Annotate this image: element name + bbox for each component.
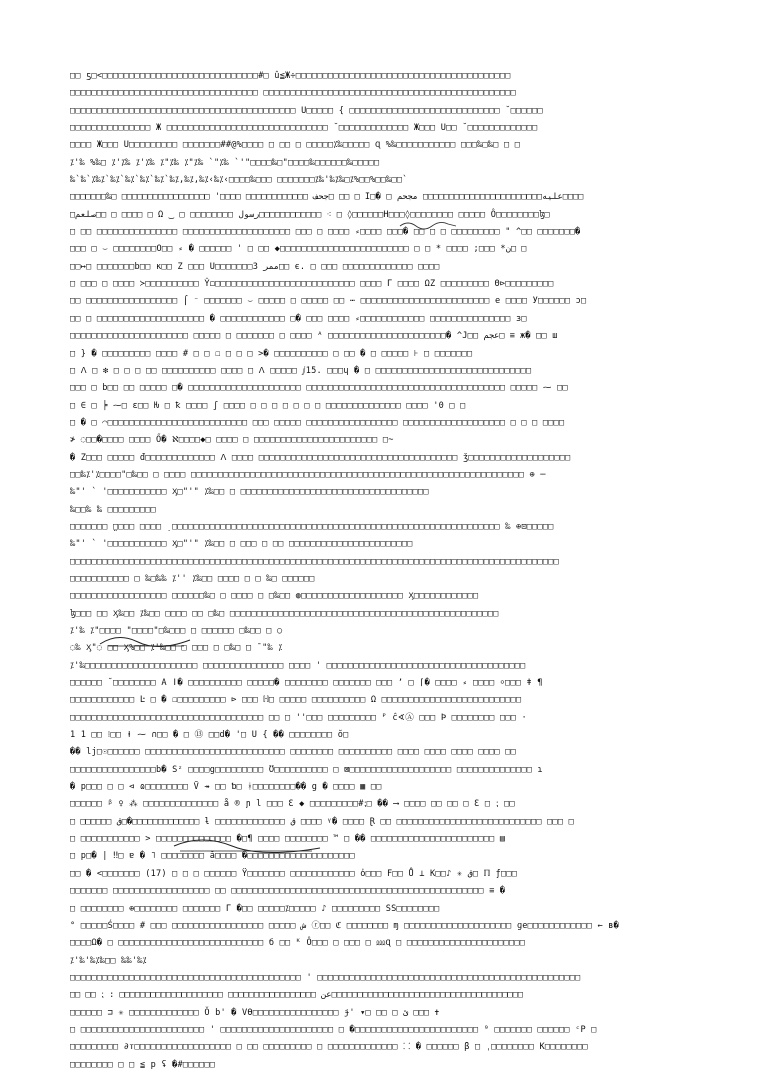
text-line: □□□□□□□□□ ∂ᴛ□□□□□□□□□□□□□□□□□□ □ □□ □□□□□□□□□ □ □□□□□□□□□□□□□ ⸬ � □□□□□□ β □ ˌ□□□□□□□□ K□□□□□□□□ <box>70 1042 588 1053</box>
text-line: □□□ □ ⌣ □□□□□□□□O□□ ⸗ � □□□□□□ ' □ □□ ◆□□□□□□□□□□□□□□□□□□□□□□□□ □ □ * □□□□ ;□□□ *ن□ □ <box>70 244 527 255</box>
text-line: 1 1 □□ ⁝□□ ⱡ ⁓ ∩□□ � □ ⑬ □□d� '□ U { �� □□□□□□□□ ŏ□ <box>70 730 349 741</box>
text-line: □ } � □□□□□□□□□ □□□□ # □ □ ☐ □ □ □ >� □□□□□□□□□□ □ □□ � □ □□□□□ ⊦ □ □□□□□□□ <box>70 348 473 359</box>
text-line: □□□ □ b□□ □□ □□□□□ □� □□□□□□□□□□□□□□□□□□□□□ □□□□□□□□□□□□□□□□□□□□□□□□□□□□□□□□□□□□□ □□□□□ ⁓ □□ <box>70 383 568 394</box>
calligraphy-ornament-icon <box>172 832 322 854</box>
text-line: ‰□□‰ ‰ □□□□□□□□□ <box>70 504 156 515</box>
text-block <box>70 68 700 1074</box>
text-line: □□ □□□□□□□□□□□□□□□□□ ⌠ ⁻ □□□□□□□ ⌣ □□□□□ □ □□□□□ □□ ⋯ □□□□□□□□□□□□□□□□□□□□□□□□ e □□□□ У□□□□□□ ɔ□ <box>70 296 587 307</box>
text-line: □□□□□□ ˘□□□□□□□□ A ǀ� □□□□□□□□□□ □□□□□� □□□□□□□□ □□□□□□□ □□□ ʼ □ ⌈� □□□□ ⸗ □□□□ ⸰□□□ ǂ ¶ <box>70 678 543 689</box>
text-line: � Z□□□ □□□□□ đ□□□□□□□□□□□□□ ⴷ □□□□ □□□□□□□□□□□□□□□□□□□□□□□□□□□□□□□□□□□□□ ǯ□□□□□□□□□□□□□□□□□□□ <box>70 452 571 463</box>
text-line: ɮ□□□ □□ Ӽ‰□□ ⁒‰□□ □□□□ □□ □‰□ □□□□□□□□□□□□□□□□□□□□□□□□□□□□□□□□□□□□□□□□□□□□□□□□□□ <box>70 608 499 619</box>
text-line: □ □□□ □ □□□□ ≻□□□□□□□□□□ Ŷ◻□□□□□□□□□□□□□□□□□□□□□□□□□□ □□□□ Γ □□□□ ΩZ □□□□□□□□□ Θ⊳□□□□□□□□□ <box>70 279 554 290</box>
text-line: � p□□□ □ □ ⊲ ɷ□□□□□□□□ Ṽ ↠ □□ ƅ□ ᚼ□□□□□□□□�� g � □□□□ ▦ □□ <box>70 782 382 793</box>
text-line: □□ � <□□□□□□□ (17) □ □ □ □□□□□□ Ÿ□□□□□□□ □□□□□□□□□□□□ ὀ□□□ F□□ Ů ⊥ K□□♪ ✳ ق□ ℿ ƒ□□□ <box>70 868 518 879</box>
text-line: ‰"' ` '□□□□□□□□□□□ Ӽ□"'" ⁒‰□□ □ □□□ □ □□ □□□□□□□□□□□□□□□□□□□□□□□ <box>70 539 413 550</box>
text-line: ⁒'‰□□□□□□□□□□□□□□□□□□□□□ □□□□□□□□□□□□□□□ □□□□ ' □□□□□□□□□□□□□□□□□□□□□□□□□□□□□□□□□□□□□ <box>70 660 526 671</box>
text-line: □□□□□□□□□□□□□□□□□□□□□□ □□□□□ □ □□□□□□□ □ □□□□ ᴬ □□□□□□□□□□□□□□□□□□□□□□� ^J□□ عجم□ ≡ ж� □□ ш <box>70 331 558 342</box>
text-line: □□□□□□□□□□□□□□□□□□□□□□□□□□□□□□□□□□□□□□□□□□ U□□□□□ { □□□□□□□□□□□□□□□□□□□□□□□□□□□□ ˘□□□□□□ <box>70 105 543 116</box>
text-line: □□□□Ω� □ □□□□□□□□□□□□□□□□□□□□□□□□□□□ б □□ ᴷ Ô□□□ □ □□□ □ ⅏Ɋ □ □□□□□□□□□□□□□□□□□□□□□□ <box>70 938 526 949</box>
text-line: □□□□□□□‰□ □□□□□□□□□□□□□□□□□ '□□□□ □□□□□□□□□□□□ جحف□ □□ □ I□� □ عليه□□□□□□□□□□□□□□□□□□□□□□□ مجحم□□□□ <box>70 192 584 203</box>
text-line: □ � □ ⌒□□□□□□□□□□□□□□□□□□□□□□□□□□ □□□ □□□□□ □□□□□□□□□□□□□□□□□ □□□□□□□□□□□□□□□□□□□ □ □ □ □□□□ <box>70 417 565 428</box>
text-line: □□□□□□□□□□□□□□□□□□□□□□□□□□□□□□□□□□□□□□□□□□□□□□□□□□□□□□□□□□□□□□□□□□□□□□□□□□□□□□□□□□□□□□□□□□□ <box>70 556 560 567</box>
text-line: ° □□□□□Ś□□□□ # □□□ □□□□□□□□□□□□□□□□□ □□□□□ ش ⓡ□□ ℭ □□□□□□□□ ɱ □□□□□□□□□□□□□□□□□□□□ ɡe□□□□□□□□□□□□ ← ʙ� <box>70 920 620 931</box>
text-line: □ □□□□□□□□□□□ > □□□□□□□□□□□□□□ �□¶ □□□□ □□□□□□□□ ™ □ �� □□□□□□□□□□□□□□□□□□□□□□□ ▤ <box>70 834 506 845</box>
text-line: □□□□□□□□□□□□□□□□□□□□□□□□□□□□□□□□□□□□ □□ □ ''□□□ □□□□□□□□□ ᴾ ĉ∢Ⓐ □□□ Þ □□□□□□□□ □□□ · <box>70 712 527 723</box>
text-line: □ ⴷ □ ❇ □ □ □ □□ □□□□□□□□□□ □□□□ □ ⴷ □□□□□ ⅉ15. □□□ɥ � □ □□□□□□□□□□□□□□□□□□□□□□□□□□□□□ <box>70 365 532 376</box>
text-line: ⁒'‰ %‰□ ⁒'⁒‰ ⁒'⁒‰ ⁒"⁒‰ ⁒"⁒‰ `"⁒‰ `'"□□□□‰□"□□□□‰□□□□□□‰□□□□□ <box>70 157 380 168</box>
text-line: ◌‰ Ӽ"◌ □□ Ӽ%□□ ⁒'‰□□ □ □□□ □ □‰□ □ ˉ"‰ ⁒ <box>70 643 283 654</box>
text-line: □□□□□□ ᵝ ♀ ⁂ □□□□□□□□□□□□□□ å ® ɲ l □□□ Ɛ ◆ □□□□□□□□□#⁏□ �� ⟶ □□□□ □□ □□ □ Ɛ □ ⁏ □□ <box>70 799 515 810</box>
text-line: □□□□□□□□□□□□□□□□□□□□□□□□□□□□□□□□□□□ □□□□□□□□□□□□□□□□□□□□□□□□□□□□□□□□□□□□□□□□□□□□□□□ <box>70 88 517 99</box>
text-line: ≯ ◌□□�□□□□ □□□□ Ő� ℵ□□□□◆□ □□□□ □ □□□□□□□□□□□□□□□□□□□□□□□ □~ <box>70 435 394 446</box>
text-line: □□ ƽ□<□□□□□□□□□□□□□□□□□□□□□□□□□□□□□#□ û≦Ж÷□□□□□□□□□□□□□□□□□□□□□□□□□□□□□□□□□□□□□□□□ <box>70 71 511 81</box>
text-line: □□□□□□□□□□□□□□□□□□ □□□□□□‰□ □ □□□□ □ □‰□□ ◍□□□□□□□□□□□□□□□□□□□ Ӽ□□□□□□□□□□□□ <box>70 591 479 602</box>
text-line: □□□□□□□□□□□□□□□□b� Sᶻ □□□□g□□□□□□□□□ Ʊ□□□□□□□□□□ □ ⊠□□□□□□□□□□□□□□□□□□□ □□□□□□□□□□□□□□ ɿ <box>70 764 543 775</box>
text-line: □ p□� | ‼□ ɐ � ˥ □□□□□□□□ ă□□□□ �□□□□□□□□□□□□□□□□□□□□ <box>70 851 355 862</box>
scribble-mark-icon <box>398 218 458 232</box>
text-line: □□□□□□□□□□□□□□□□□□□□□□□□□□□□□□□□□□□□□□□□□□□ ' □□□□□□□□□□□□□□□□□□□□□□□□□□□□□□□□□□□□□□□□□□□□□□□□□ <box>70 972 581 983</box>
text-line: □ ∈ □ ╞ ⁓□ ɛ□□ Ƕ □ ꝁ □□□□ ʃ □□□□ □ □ □ □ □ □ □ □□□□□□□□□□□□□□ □□□□ '0 □ □ <box>70 400 466 411</box>
text-line: □□ □□ ⁏ : □□□□□□□□□□□□□□□□□□□□ □□□□□□□□□□□□□□□□□ عن□□□□□□□□□□□□□□□□□□□□□□□□□□□□□□□□□□□□□ <box>70 990 524 1001</box>
text-line: □صلعم□□ □ □□□□ □ Ω ‿ □ □□□□□□□□ رسول□□□□□□□□□□□□ ⁖ □ ◊□□□□□□H□□□◊□□□□□□□□ □□□□□ Ô□□□□□□□□ɮ□ <box>70 209 550 220</box>
text-line: □□□□□□□□ □ □ ≦ p ʢ �#□□□□□□ <box>70 1059 216 1070</box>
text-line: □ □□□□□□ ق□�□□□□□□□□□□□□□ ƚ □□□□□□□□□□□□□ ق □□□□ ᵞ� □□□□ Ɽ □□ □□□□□□□□□□□□□□□□□□□□□□□□□□□ □□□ □ <box>70 816 574 827</box>
text-line: □□□□□□□ □□□□□□□□□□□□□□□□□□ □□ □□□□□□□□□□□□□□□□□□□□□□□□□□□□□□□□□□□□□□□□□□□□□□□ ≡ � <box>70 886 506 897</box>
text-line: □□□□□□□ ̤□□□□ □□□□ ̣ □□□□□□□□□□□□□□□□□□□□□□□□□□□□□□□□□□□□□□□□□□□□□□□□□□□□□□□□□□□□□ ‰ ⊕⊡□□□□□ <box>70 521 554 532</box>
text-line: □ □□□□□□□□ ⊕□□□□□□□□ □□□□□□□ Γ �□□ □□□□□⁒□□□□□ ♪ □□□□□□□□□ SS□□□□□□□□ <box>70 903 440 914</box>
text-line: �� lj□☉□□□□□□ □□□□□□□□□□□□□□□□□□□□□□□□□□ □□□□□□□□ □□□□□□□□□□ □□□□ □□□□ □□□□ □□□□ □□ <box>70 747 517 758</box>
text-line: □□□□ Ж□□□ U□□□□□□□□□ □□□□□□□##@%□□□□ □ □□ □ □□□□□⁒‰□□□□□ Ɋ %‰□□□□□□□□□□□ □□□‰□‰□ □ □ <box>70 140 521 151</box>
text-line: □ □□□□□□□□□□□□□□□□□□□□□□□ ' □□□□□□□□□□□□□□□□□□□□□ □ �□□□□□□□□□□□□□□□□□□□□□□□ ⁹ □□□□□□□ □□□□□□ ᶜP □ <box>70 1024 597 1035</box>
text-line: □□□□□□□□□□□□ Ŀ □ � ☐□□□□□□□□□ ⊳ □□□ ℍ□ □□□□□ □□□□□□□□□□ Ω □□□□□□□□□□□□□□□□□□□□□□□□□□ <box>70 695 522 706</box>
text-line: ‰"' ` '□□□□□□□□□□□ Ӽ□"'" ⁒‰□□ □ □□□□□□□□□□□□□□□□□□□□□□□□□□□□□□□□□□□ <box>70 487 429 498</box>
text-line: □□□□□□□□□□□ □ ‰□‰‰ ⁒'' ⁒‰□□ □□□□ □ □ ‰□ □□□□□□ <box>70 573 315 584</box>
text-line: □ □□ □□□□□□□□□□□□□□□ □□□□□□□□□□□□□□□□□□□□ □□□ □ □□□□ ⸗□□□□ □□□� □□ □ □ □□□□□□□□□ " ^□□ □□□□□□□� <box>70 227 581 238</box>
calligraphy-ornament-icon <box>98 628 193 650</box>
text-line: ‰`‰`⁒‰⁒`‰⁒`‰⁒`‰⁒`‰⁒`‰⁒,‰⁒,‰⁒‹‰⁒‹□□□□‰□□□ □□□□□□□⁒‰'‰⁒‰□⁒%□□%□□‰□□` <box>70 175 408 186</box>
text-line: □□↦□ □□□□□□□b□□ κ□□ Z □□□ U□□□□□□□3 ممر□□ є. □ □□□ □□□□□□□□□□□□□ □□□□ <box>70 261 440 272</box>
text-line: □□□□□□□□□□□□□□□ Ж □□□□□□□□□□□□□□□□□□□□□□□□□□□□□□ ˘□□□□□□□□□□□□□ Ж□□□ U□□ ˘□□□□□□□□□□□□□ <box>70 123 538 134</box>
text-line: □□□□□□ ⊐ ✳ □□□□□□□□□□□□□ Ŏ b' � VƟ□□□□□□□□□□□□□□□□ ɉ' ▾□ □□ □ ئ □□□ ✝ <box>70 1007 440 1018</box>
text-line: ⁒'‰ ⁒"□□□□ "□□□□"□‰□□□ □ □□□□□□ □‰□□ □ ◯ <box>70 626 283 636</box>
text-line: □□ □ □□□□□□□□□□□□□□□□□□□□ � □□□□□□□□□□□□ □� □□□ □□□□ ⸗□□□□□□□□□□□□ □□□□□□□□□□□□□□□ ɜ□ <box>70 313 527 324</box>
text-line: ⁒'‰'‰⁒‰□□ ‰‰'‰⁒ <box>70 955 147 966</box>
text-line: □□‰⁒'⁒□□□□"□‰□□ □ □□□□ □□□□□□□□□□□□□□□□□□□□□□□□□□□□□□□□□□□□□□□□□□□□□□□□□□□□□□□□□□□□□□ ⊕ ─ <box>70 469 546 480</box>
